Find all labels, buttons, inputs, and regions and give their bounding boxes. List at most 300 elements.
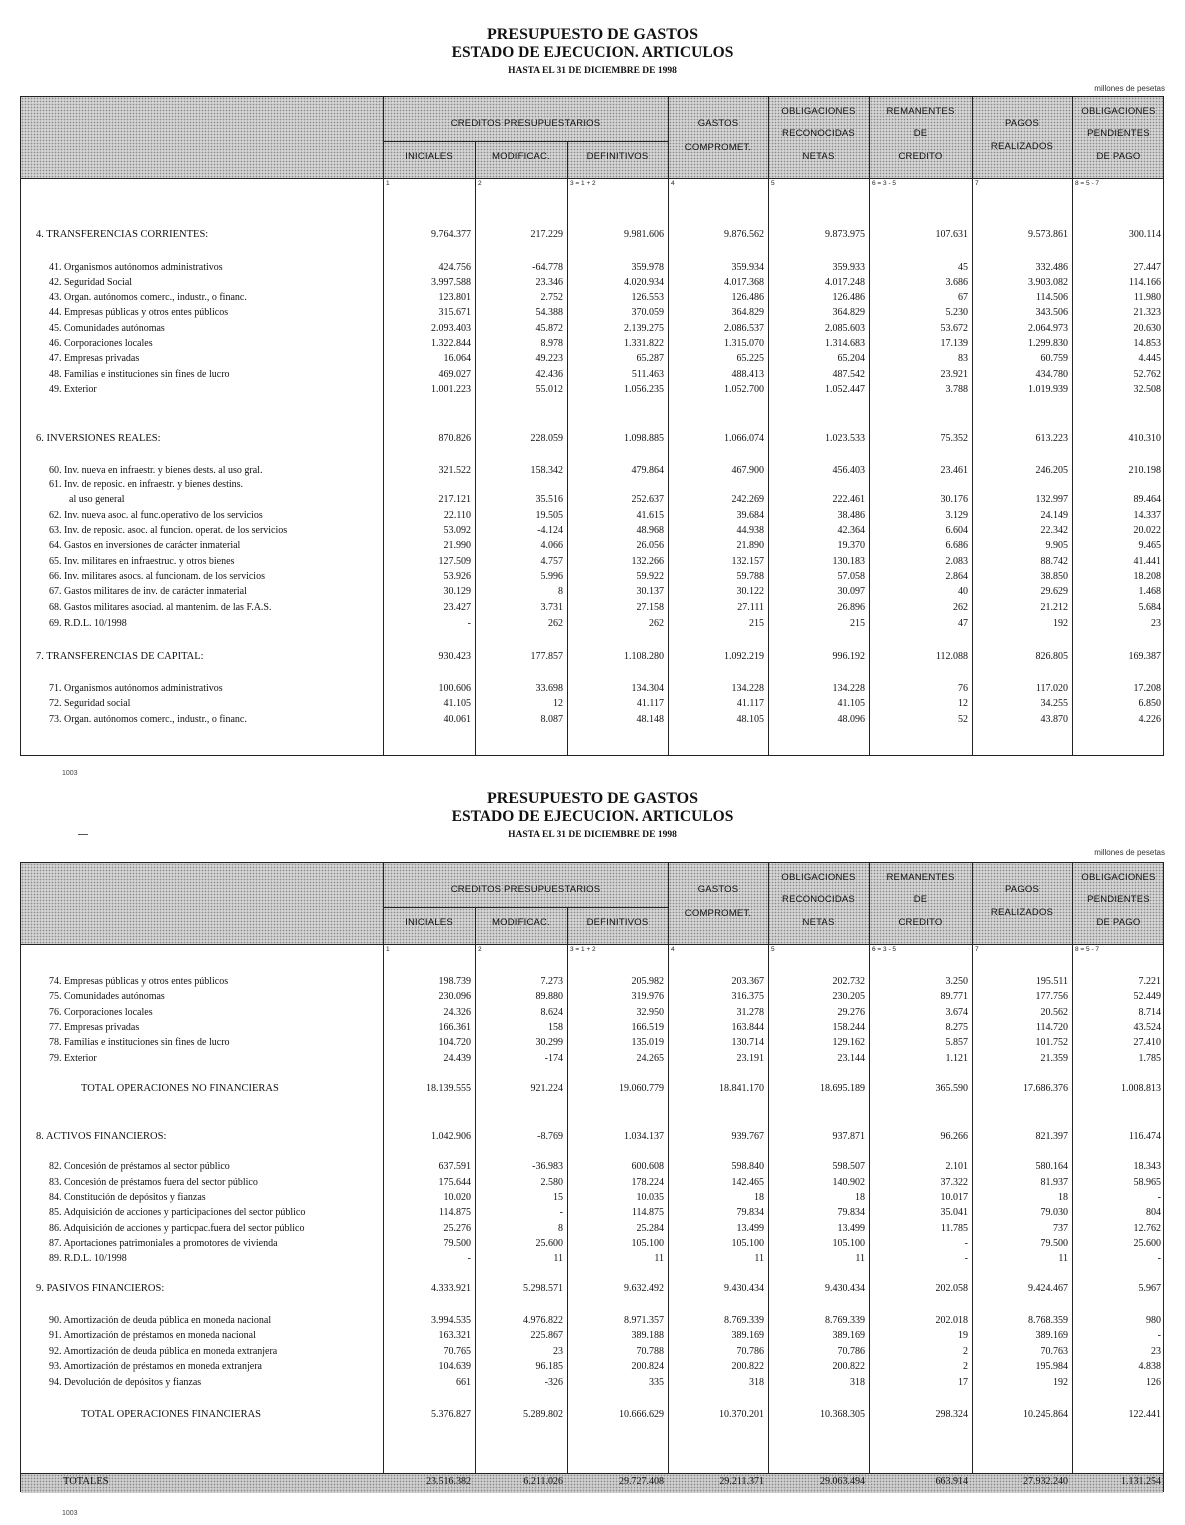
cell-definitivos: 205.982 xyxy=(631,976,664,987)
cell-definitivos: 200.824 xyxy=(631,1361,664,1372)
header-rule xyxy=(383,907,668,908)
cell-pendientes: 43.524 xyxy=(1133,1022,1161,1033)
total-modificac: 6.211.026 xyxy=(523,1476,563,1487)
cell-comprometidos: 9.876.562 xyxy=(724,229,764,240)
cell-remanentes: 5.857 xyxy=(945,1037,968,1048)
cell-pagos: 434.780 xyxy=(1035,369,1068,380)
cell-iniciales: 2.093.403 xyxy=(431,323,471,334)
row-label-75-comunidades-autonomas: 75. Comunidades autónomas xyxy=(49,991,165,1002)
cell-remanentes: 3.674 xyxy=(945,1007,968,1018)
cell-pendientes: 804 xyxy=(1146,1207,1161,1218)
cell-pendientes: 89.464 xyxy=(1133,494,1161,505)
netas-header: NETAS xyxy=(802,151,835,162)
row-label-total-operaciones-no-financieras: TOTAL OPERACIONES NO FINANCIERAS xyxy=(81,1083,279,1094)
cell-obligaciones-netas: 130.183 xyxy=(832,556,865,567)
cell-iniciales: 3.997.588 xyxy=(431,277,471,288)
realizados-header: REALIZADOS xyxy=(990,141,1054,152)
cell-remanentes: 17 xyxy=(958,1377,968,1388)
cell-modificac: 4.066 xyxy=(540,540,563,551)
cell-iniciales: 114.875 xyxy=(438,1207,471,1218)
cell-remanentes: - xyxy=(964,1253,968,1264)
row-label-86-adquisicion-de-acciones-y-particpac-f: 86. Adquisición de acciones y particpac.fuera del sector público xyxy=(49,1223,305,1234)
cell-pagos: 821.397 xyxy=(1035,1131,1068,1142)
cell-iniciales: 10.020 xyxy=(443,1192,471,1203)
reconocidas-header: RECONOCIDAS xyxy=(782,894,855,905)
cell-pendientes: - xyxy=(1157,1192,1161,1203)
page-number: 1003 xyxy=(62,1510,78,1517)
cell-pendientes: 5.967 xyxy=(1138,1283,1161,1294)
cell-iniciales: 930.423 xyxy=(438,651,471,662)
cell-obligaciones-netas: 2.085.603 xyxy=(825,323,865,334)
cell-modificac: 2.752 xyxy=(540,292,563,303)
row-label-61-inv-de-reposic-en-infraestr-y-bienes-: 61. Inv. de reposic. en infraestr. y bienes destins. xyxy=(49,479,244,490)
cell-pendientes: 14.853 xyxy=(1133,338,1161,349)
cell-iniciales: 40.061 xyxy=(443,714,471,725)
cell-obligaciones-netas: 9.430.434 xyxy=(825,1283,865,1294)
column-number: 6 = 3 - 5 xyxy=(872,946,897,953)
cell-remanentes: 67 xyxy=(958,292,968,303)
cell-modificac: 8.087 xyxy=(540,714,563,725)
cell-obligaciones-netas: 996.192 xyxy=(832,651,865,662)
compromet-header: COMPROMET. xyxy=(684,142,752,153)
column-number: 6 = 3 - 5 xyxy=(872,180,897,187)
cell-pagos: 195.511 xyxy=(1035,976,1068,987)
report-subtitle: ESTADO DE EJECUCION. ARTICULOS xyxy=(451,44,734,61)
cell-definitivos: 32.950 xyxy=(636,1007,664,1018)
cell-pagos: 343.506 xyxy=(1035,307,1068,318)
cell-definitivos: 26.056 xyxy=(636,540,664,551)
cell-comprometidos: 48.105 xyxy=(736,714,764,725)
cell-modificac: 12 xyxy=(553,698,563,709)
cell-remanentes: 89.771 xyxy=(940,991,968,1002)
cell-definitivos: 319.976 xyxy=(631,991,664,1002)
cell-iniciales: 18.139.555 xyxy=(426,1083,471,1094)
cell-modificac: -174 xyxy=(544,1053,563,1064)
cell-pendientes: 4.226 xyxy=(1138,714,1161,725)
pendientes-header: PENDIENTES xyxy=(1087,128,1150,139)
row-label-49-exterior: 49. Exterior xyxy=(49,384,97,395)
column-number: 8 = 5 - 7 xyxy=(1075,946,1100,953)
cell-obligaciones-netas: 359.933 xyxy=(832,262,865,273)
cell-pendientes: 23 xyxy=(1151,1346,1161,1357)
cell-pagos: 389.169 xyxy=(1035,1330,1068,1341)
cell-pagos: 332.486 xyxy=(1035,262,1068,273)
cell-remanentes: 53.672 xyxy=(940,323,968,334)
cell-remanentes: 2.083 xyxy=(945,556,968,567)
cell-comprometidos: 2.086.537 xyxy=(724,323,764,334)
cell-definitivos: 1.331.822 xyxy=(624,338,664,349)
de-header: DE xyxy=(913,128,928,139)
row-label-79-exterior: 79. Exterior xyxy=(49,1053,97,1064)
cell-remanentes: 37.322 xyxy=(940,1177,968,1188)
cell-obligaciones-netas: 29.276 xyxy=(837,1007,865,1018)
cell-comprometidos: 126.486 xyxy=(731,292,764,303)
cell-comprometidos: 9.430.434 xyxy=(724,1283,764,1294)
cell-obligaciones-netas: 937.871 xyxy=(832,1131,865,1142)
cell-comprometidos: 132.157 xyxy=(731,556,764,567)
cell-modificac: 158.342 xyxy=(530,465,563,476)
cell-remanentes: 2 xyxy=(963,1361,968,1372)
cell-definitivos: 4.020.934 xyxy=(624,277,664,288)
cell-obligaciones-netas: 487.542 xyxy=(832,369,865,380)
cell-remanentes: 45 xyxy=(958,262,968,273)
row-label-85-adquisicion-de-acciones-y-participaci: 85. Adquisición de acciones y participaciones del sector público xyxy=(49,1207,306,1218)
cell-modificac: 55.012 xyxy=(535,384,563,395)
cell-remanentes: 6.686 xyxy=(945,540,968,551)
cell-remanentes: 2.864 xyxy=(945,571,968,582)
cell-iniciales: 127.509 xyxy=(438,556,471,567)
cell-iniciales: 21.990 xyxy=(443,540,471,551)
execution-table xyxy=(20,862,1164,1492)
cell-iniciales: 104.639 xyxy=(438,1361,471,1372)
cell-modificac: 7.273 xyxy=(540,976,563,987)
cell-pendientes: 25.600 xyxy=(1133,1238,1161,1249)
cell-iniciales: 70.765 xyxy=(443,1346,471,1357)
modificac-header: MODIFICAC. xyxy=(492,917,550,928)
row-label-63-inv-de-reposic-asoc-al-funcion-operat: 63. Inv. de reposic. asoc. al funcion. operat. de los servicios xyxy=(49,525,288,536)
cell-definitivos: 105.100 xyxy=(631,1238,664,1249)
cell-modificac: 15 xyxy=(553,1192,563,1203)
cell-obligaciones-netas: 598.507 xyxy=(832,1161,865,1172)
realizados-header: REALIZADOS xyxy=(990,907,1054,918)
cell-iniciales: 24.439 xyxy=(443,1053,471,1064)
cell-comprometidos: 215 xyxy=(749,618,764,629)
credito-header: CREDITO xyxy=(898,151,943,162)
cell-definitivos: 126.553 xyxy=(631,292,664,303)
cell-iniciales: 175.644 xyxy=(438,1177,471,1188)
row-label-60-inv-nueva-en-infraestr-y-bienes-dests: 60. Inv. nueva en infraestr. y bienes dests. al uso gral. xyxy=(49,465,263,476)
cell-comprometidos: 70.786 xyxy=(736,1346,764,1357)
cell-modificac: 42.436 xyxy=(535,369,563,380)
cell-comprometidos: 27.111 xyxy=(737,602,764,613)
cell-iniciales: 22.110 xyxy=(443,510,471,521)
cell-definitivos: 389.188 xyxy=(631,1330,664,1341)
cell-iniciales: 25.276 xyxy=(443,1223,471,1234)
cell-remanentes: 52 xyxy=(958,714,968,725)
cell-comprometidos: 41.117 xyxy=(736,698,764,709)
total-pagos: 27.932.240 xyxy=(1023,1476,1068,1487)
cell-remanentes: 1.121 xyxy=(945,1053,968,1064)
cell-comprometidos: 389.169 xyxy=(731,1330,764,1341)
cell-definitivos: 41.117 xyxy=(636,698,664,709)
cell-iniciales: - xyxy=(467,1253,471,1264)
cell-modificac: 158 xyxy=(548,1022,563,1033)
remanentes-header: REMANENTES xyxy=(886,106,955,117)
cell-remanentes: 23.461 xyxy=(940,465,968,476)
cell-comprometidos: 203.367 xyxy=(731,976,764,987)
cell-modificac: 8.624 xyxy=(540,1007,563,1018)
cell-remanentes: 19 xyxy=(958,1330,968,1341)
cell-comprometidos: 105.100 xyxy=(731,1238,764,1249)
cell-definitivos: 114.875 xyxy=(631,1207,664,1218)
definitivos-header: DEFINITIVOS xyxy=(586,917,649,928)
creditos-presupuestarios-header: CREDITOS PRESUPUESTARIOS xyxy=(450,884,601,895)
row-label-82-concesion-de-prestamos-al-sector-publ: 82. Concesión de préstamos al sector público xyxy=(49,1161,230,1172)
cell-iniciales: 24.326 xyxy=(443,1007,471,1018)
cell-iniciales: 79.500 xyxy=(443,1238,471,1249)
credito-header: CREDITO xyxy=(898,917,943,928)
cell-obligaciones-netas: 389.169 xyxy=(832,1330,865,1341)
cell-pagos: 246.205 xyxy=(1035,465,1068,476)
cell-pendientes: 5.684 xyxy=(1138,602,1161,613)
cell-modificac: 8 xyxy=(558,1223,563,1234)
cell-pendientes: - xyxy=(1157,1253,1161,1264)
gastos-header: GASTOS xyxy=(697,118,739,129)
column-number: 1 xyxy=(386,946,390,953)
cell-obligaciones-netas: 11 xyxy=(855,1253,865,1264)
netas-header: NETAS xyxy=(802,917,835,928)
cell-comprometidos: 8.769.339 xyxy=(724,1315,764,1326)
cell-pagos: 114.720 xyxy=(1035,1022,1068,1033)
table-header xyxy=(21,97,1163,179)
cell-obligaciones-netas: 23.144 xyxy=(837,1053,865,1064)
row-label-89-r-d-l-10-1998: 89. R.D.L. 10/1998 xyxy=(49,1253,127,1264)
cell-obligaciones-netas: 1.052.447 xyxy=(825,384,865,395)
cell-comprometidos: 1.315.070 xyxy=(724,338,764,349)
cell-pagos: 117.020 xyxy=(1035,683,1068,694)
cell-pendientes: 52.762 xyxy=(1133,369,1161,380)
cell-comprometidos: 939.767 xyxy=(731,1131,764,1142)
cell-obligaciones-netas: 18.695.189 xyxy=(820,1083,865,1094)
column-number: 7 xyxy=(975,180,979,187)
cell-definitivos: 70.788 xyxy=(636,1346,664,1357)
cell-definitivos: 27.158 xyxy=(636,602,664,613)
total-pendientes: 1.131.254 xyxy=(1121,1476,1161,1487)
pagos-header: PAGOS xyxy=(1004,884,1040,895)
definitivos-header: DEFINITIVOS xyxy=(586,151,649,162)
iniciales-header: INICIALES xyxy=(405,151,453,162)
cell-modificac: 19.505 xyxy=(535,510,563,521)
cell-definitivos: 335 xyxy=(649,1377,664,1388)
total-iniciales: 23.516.382 xyxy=(426,1476,471,1487)
cell-comprometidos: 359.934 xyxy=(731,262,764,273)
row-label-74-empresas-publicas-y-otros-entes-publi: 74. Empresas públicas y otros entes públicos xyxy=(49,976,229,987)
cell-modificac: 262 xyxy=(548,618,563,629)
cell-obligaciones-netas: 41.105 xyxy=(837,698,865,709)
cell-definitivos: 370.059 xyxy=(631,307,664,318)
cell-iniciales: 166.361 xyxy=(438,1022,471,1033)
row-label-69-r-d-l-10-1998: 69. R.D.L. 10/1998 xyxy=(49,618,127,629)
cell-obligaciones-netas: 129.162 xyxy=(832,1037,865,1048)
row-label-al-uso-general: al uso general xyxy=(69,494,125,505)
modificac-header: MODIFICAC. xyxy=(492,151,550,162)
report-title: PRESUPUESTO DE GASTOS xyxy=(486,790,699,807)
cell-remanentes: 262 xyxy=(953,602,968,613)
cell-pagos: 192 xyxy=(1053,1377,1068,1388)
cell-definitivos: 30.137 xyxy=(636,586,664,597)
cell-comprometidos: 4.017.368 xyxy=(724,277,764,288)
cell-obligaciones-netas: 158.244 xyxy=(832,1022,865,1033)
cell-iniciales: 16.064 xyxy=(443,353,471,364)
cell-modificac: 5.289.802 xyxy=(523,1409,563,1420)
cell-pendientes: 1.008.813 xyxy=(1121,1083,1161,1094)
cell-comprometidos: 488.413 xyxy=(731,369,764,380)
cell-remanentes: - xyxy=(964,1238,968,1249)
cell-comprometidos: 65.225 xyxy=(736,353,764,364)
cell-comprometidos: 21.890 xyxy=(736,540,764,551)
cell-pendientes: 980 xyxy=(1146,1315,1161,1326)
cell-pagos: 22.342 xyxy=(1040,525,1068,536)
cell-pagos: 17.686.376 xyxy=(1023,1083,1068,1094)
cell-pendientes: 116.474 xyxy=(1128,1131,1161,1142)
cell-pendientes: 410.310 xyxy=(1128,433,1161,444)
remanentes-header: REMANENTES xyxy=(886,872,955,883)
cell-pagos: 114.506 xyxy=(1035,292,1068,303)
row-label-7-transferencias-de-capital: 7. TRANSFERENCIAS DE CAPITAL: xyxy=(36,651,204,662)
row-label-66-inv-militares-asocs-al-funcionam-de-l: 66. Inv. militares asocs. al funcionam. de los servicios xyxy=(49,571,265,582)
cell-pagos: 34.255 xyxy=(1040,698,1068,709)
cell-obligaciones-netas: 215 xyxy=(850,618,865,629)
row-label-77-empresas-privadas: 77. Empresas privadas xyxy=(49,1022,140,1033)
cell-comprometidos: 142.465 xyxy=(731,1177,764,1188)
cell-pendientes: 23 xyxy=(1151,618,1161,629)
cell-iniciales: 315.671 xyxy=(438,307,471,318)
cell-pendientes: 6.850 xyxy=(1138,698,1161,709)
cell-remanentes: 3.788 xyxy=(945,384,968,395)
row-label-4-transferencias-corrientes: 4. TRANSFERENCIAS CORRIENTES: xyxy=(36,229,209,240)
cell-obligaciones-netas: 1.314.683 xyxy=(825,338,865,349)
row-label-46-corporaciones-locales: 46. Corporaciones locales xyxy=(49,338,153,349)
cell-definitivos: 134.304 xyxy=(631,683,664,694)
cell-pagos: 24.149 xyxy=(1040,510,1068,521)
cell-obligaciones-netas: 1.023.533 xyxy=(825,433,865,444)
cell-obligaciones-netas: 70.786 xyxy=(837,1346,865,1357)
row-label-45-comunidades-autonomas: 45. Comunidades autónomas xyxy=(49,323,165,334)
cell-remanentes: 30.176 xyxy=(940,494,968,505)
cell-definitivos: 9.632.492 xyxy=(624,1283,664,1294)
column-number: 5 xyxy=(771,180,775,187)
cell-comprometidos: 316.375 xyxy=(731,991,764,1002)
compromet-header: COMPROMET. xyxy=(684,908,752,919)
cell-pendientes: 27.447 xyxy=(1133,262,1161,273)
table-header xyxy=(21,863,1163,945)
pagos-header: PAGOS xyxy=(1004,118,1040,129)
report-date: HASTA EL 31 DE DICIEMBRE DE 1998 xyxy=(508,830,677,840)
cell-pendientes: 1.785 xyxy=(1138,1053,1161,1064)
cell-modificac: 4.976.822 xyxy=(523,1315,563,1326)
cell-remanentes: 17.139 xyxy=(940,338,968,349)
cell-pagos: 101.752 xyxy=(1035,1037,1068,1048)
cell-remanentes: 83 xyxy=(958,353,968,364)
row-label-91-amortizacion-de-prestamos-en-moneda-n: 91. Amortización de préstamos en moneda nacional xyxy=(49,1330,256,1341)
cell-pagos: 8.768.359 xyxy=(1028,1315,1068,1326)
obligaciones-header: OBLIGACIONES xyxy=(781,106,856,117)
cell-obligaciones-netas: 140.902 xyxy=(832,1177,865,1188)
cell-definitivos: 262 xyxy=(649,618,664,629)
cell-iniciales: 4.333.921 xyxy=(431,1283,471,1294)
cell-iniciales: 469.027 xyxy=(438,369,471,380)
cell-modificac: 54.388 xyxy=(535,307,563,318)
cell-remanentes: 107.631 xyxy=(935,229,968,240)
cell-modificac: 11 xyxy=(553,1253,563,1264)
cell-pagos: 70.763 xyxy=(1040,1346,1068,1357)
cell-comprometidos: 598.840 xyxy=(731,1161,764,1172)
row-label-64-gastos-en-inversiones-de-caracter-inm: 64. Gastos en inversiones de carácter inmaterial xyxy=(49,540,241,551)
row-label-44-empresas-publicas-y-otros-entes-publi: 44. Empresas públicas y otros entes públicos xyxy=(49,307,229,318)
cell-pagos: 79.030 xyxy=(1040,1207,1068,1218)
report-subtitle: ESTADO DE EJECUCION. ARTICULOS xyxy=(451,808,734,825)
cell-modificac: 30.299 xyxy=(535,1037,563,1048)
row-label-71-organismos-autonomos-administrativos: 71. Organismos autónomos administrativos xyxy=(49,683,223,694)
cell-remanentes: 8.275 xyxy=(945,1022,968,1033)
cell-pendientes: 18.343 xyxy=(1133,1161,1161,1172)
cell-pagos: 613.223 xyxy=(1035,433,1068,444)
cell-comprometidos: 1.052.700 xyxy=(724,384,764,395)
cell-pendientes: 52.449 xyxy=(1133,991,1161,1002)
cell-pagos: 20.562 xyxy=(1040,1007,1068,1018)
cell-pagos: 1.299.830 xyxy=(1028,338,1068,349)
cell-definitivos: 252.637 xyxy=(631,494,664,505)
cell-comprometidos: 1.092.219 xyxy=(724,651,764,662)
cell-remanentes: 202.018 xyxy=(935,1315,968,1326)
page-number: 1003 xyxy=(62,770,78,777)
cell-pendientes: 41.441 xyxy=(1133,556,1161,567)
cell-modificac: - xyxy=(559,1207,563,1218)
cell-definitivos: 1.108.280 xyxy=(624,651,664,662)
cell-pagos: 60.759 xyxy=(1040,353,1068,364)
cell-comprometidos: 18.841.170 xyxy=(719,1083,764,1094)
row-label-65-inv-militares-en-infraestruc-y-otros-: 65. Inv. militares en infraestruc. y otros bienes xyxy=(49,556,235,567)
cell-comprometidos: 130.714 xyxy=(731,1037,764,1048)
cell-pendientes: 17.208 xyxy=(1133,683,1161,694)
cell-pendientes: 210.198 xyxy=(1128,465,1161,476)
cell-iniciales: 198.739 xyxy=(438,976,471,987)
cell-pagos: 38.850 xyxy=(1040,571,1068,582)
row-label-83-concesion-de-prestamos-fuera-del-sect: 83. Concesión de préstamos fuera del sector público xyxy=(49,1177,258,1188)
cell-pendientes: 8.714 xyxy=(1138,1007,1161,1018)
cell-modificac: 23 xyxy=(553,1346,563,1357)
cell-definitivos: 8.971.357 xyxy=(624,1315,664,1326)
cell-remanentes: 23.921 xyxy=(940,369,968,380)
cell-definitivos: 511.463 xyxy=(631,369,664,380)
cell-pagos: 9.573.861 xyxy=(1028,229,1068,240)
cell-definitivos: 178.224 xyxy=(631,1177,664,1188)
cell-pendientes: 32.508 xyxy=(1133,384,1161,395)
cell-pendientes: 14.337 xyxy=(1133,510,1161,521)
cell-iniciales: 424.756 xyxy=(438,262,471,273)
cell-comprometidos: 1.066.074 xyxy=(724,433,764,444)
cell-modificac: 35.516 xyxy=(535,494,563,505)
header-rule xyxy=(383,141,668,142)
cell-comprometidos: 242.269 xyxy=(731,494,764,505)
total-definitivos: 29.727.408 xyxy=(619,1476,664,1487)
row-label-92-amortizacion-de-deuda-publica-en-mone: 92. Amortización de deuda pública en moneda extranjera xyxy=(49,1346,278,1357)
cell-obligaciones-netas: 222.461 xyxy=(832,494,865,505)
cell-definitivos: 24.265 xyxy=(636,1053,664,1064)
cell-definitivos: 1.034.137 xyxy=(624,1131,664,1142)
cell-obligaciones-netas: 318 xyxy=(850,1377,865,1388)
cell-pagos: 21.359 xyxy=(1040,1053,1068,1064)
cell-iniciales: 53.092 xyxy=(443,525,471,536)
cell-comprometidos: 23.191 xyxy=(736,1053,764,1064)
cell-obligaciones-netas: 48.096 xyxy=(837,714,865,725)
cell-iniciales: - xyxy=(467,618,471,629)
cell-obligaciones-netas: 230.205 xyxy=(832,991,865,1002)
units-note: millones de pesetas xyxy=(1094,84,1165,93)
cell-obligaciones-netas: 4.017.248 xyxy=(825,277,865,288)
cell-comprometidos: 13.499 xyxy=(736,1223,764,1234)
cell-modificac: 8.978 xyxy=(540,338,563,349)
column-number: 5 xyxy=(771,946,775,953)
cell-modificac: 177.857 xyxy=(530,651,563,662)
cell-pendientes: 169.387 xyxy=(1128,651,1161,662)
cell-pendientes: 11.980 xyxy=(1133,292,1161,303)
row-label-68-gastos-militares-asociad-al-mantenim-: 68. Gastos militares asociad. al mantenim. de las F.A.S. xyxy=(49,602,272,613)
cell-obligaciones-netas: 456.403 xyxy=(832,465,865,476)
cell-pagos: 29.629 xyxy=(1040,586,1068,597)
row-label-93-amortizacion-de-prestamos-en-moneda-e: 93. Amortización de préstamos en moneda extranjera xyxy=(49,1361,262,1372)
cell-modificac: -64.778 xyxy=(532,262,563,273)
